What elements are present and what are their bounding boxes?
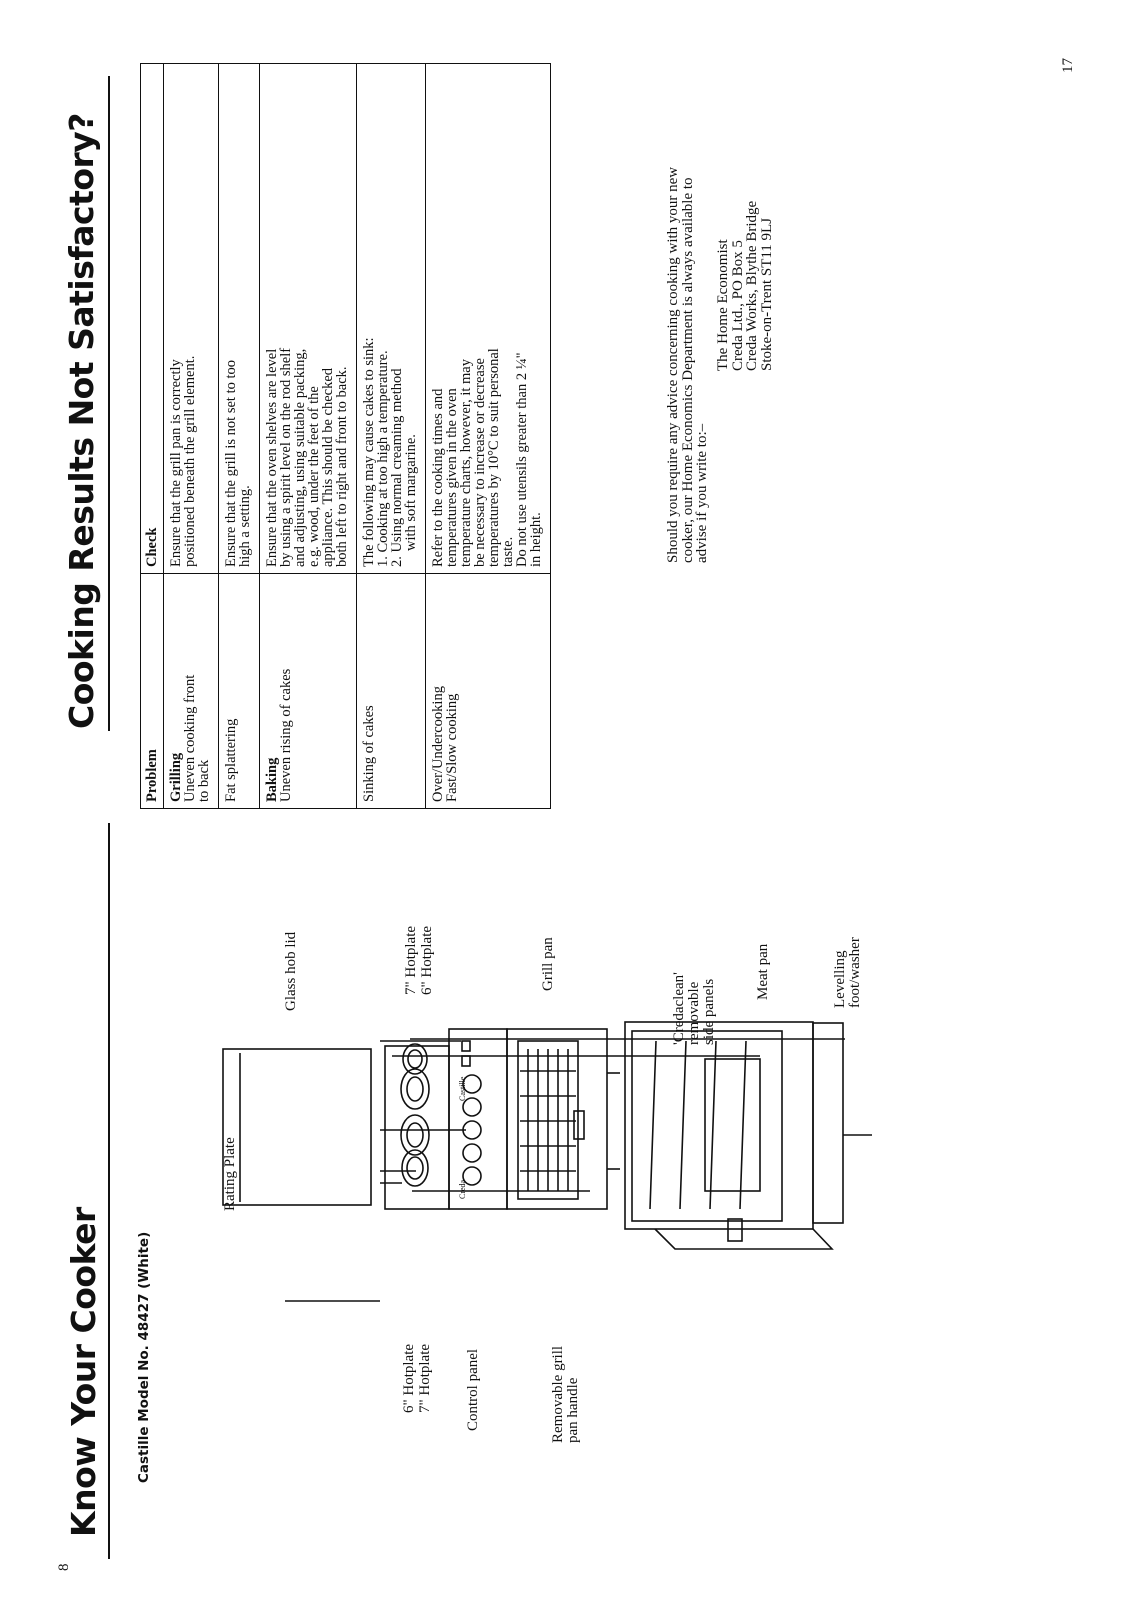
oven-shelves	[650, 1041, 746, 1209]
cooker-plinth	[813, 1023, 843, 1223]
model-number: Castille Model No. 48427 (White)	[136, 1231, 152, 1483]
grill-pan-handle	[574, 1111, 584, 1139]
table-row	[219, 64, 260, 809]
oven-door	[655, 1229, 832, 1249]
check-text: appliance. This should be checked	[320, 367, 336, 567]
problem-text: Uneven rising of cakes	[278, 668, 294, 802]
check-text: taste.	[500, 536, 516, 567]
address-line: Creda Works, Blythe Bridge	[744, 200, 760, 371]
check-text: in height.	[528, 512, 544, 567]
check-text: Ensure that the grill pan is correctly	[168, 359, 184, 567]
panel-brand: Creda	[458, 1179, 467, 1199]
group-label: Grilling	[168, 752, 184, 802]
table-row	[164, 64, 219, 809]
table-row	[260, 64, 357, 809]
check-text: e.g. wood, under the feet of the	[306, 386, 322, 567]
label-levelling-2: foot/washer	[847, 937, 863, 1008]
label-credaclean-3: side panels	[701, 978, 717, 1045]
problem-text: Fast/Slow cooking	[444, 693, 460, 802]
advice-line: cooker, our Home Economics Department is always available to	[679, 177, 696, 563]
label-removable-grill-2: pan handle	[565, 1377, 581, 1443]
glass-hob-lid	[223, 1049, 371, 1205]
problem-text: Sinking of cakes	[361, 705, 377, 802]
check-text: Ensure that the oven shelves are level	[264, 348, 280, 567]
check-text: Refer to the cooking times and	[430, 388, 446, 567]
label-rating-plate: Rating Plate	[222, 1137, 238, 1211]
check-text: and adjusting, using suitable packing,	[292, 348, 308, 567]
advice-line: Should you require any advice concerning cooking with your new	[665, 166, 681, 563]
label-glass-hob-lid: Glass hob lid	[283, 931, 299, 1011]
header-check: Check	[141, 64, 164, 574]
troubleshooting-table	[140, 63, 551, 809]
check-text: by using a spirit level on the rod shelf	[278, 347, 294, 567]
problem-text: Fat splattering	[223, 718, 239, 802]
check-text: temperature charts, however, it may	[458, 359, 474, 567]
check-text: with soft margarine.	[403, 434, 419, 551]
label-removable-grill: Removable grill	[550, 1345, 566, 1443]
check-text: temperatures given in the oven	[444, 388, 460, 567]
label-right-6-hotplate: 6" Hotplate	[419, 925, 435, 995]
check-text: both left to right and front to back.	[334, 366, 350, 567]
check-text: Ensure that the grill is not set to too	[223, 359, 239, 567]
header-problem: Problem	[141, 574, 164, 809]
check-text: high a setting.	[237, 485, 253, 567]
advice-line: advise if you write to:–	[694, 423, 710, 563]
problem-text: Over/Undercooking	[430, 686, 446, 802]
check-text: Do not use utensils greater than 2 ¼"	[514, 352, 530, 567]
label-levelling: Levelling	[832, 950, 848, 1008]
label-grill-pan: Grill pan	[540, 937, 556, 991]
label-credaclean: 'Credaclean'	[671, 972, 687, 1045]
address-line: Creda Ltd., PO Box 5	[729, 240, 746, 371]
check-text: temperatures by 10°C to suit personal	[486, 348, 502, 567]
hotplate-left-7	[401, 1115, 429, 1155]
group-label: Baking	[264, 757, 280, 802]
plate-brand: Castille	[458, 1076, 467, 1101]
page-title-right: Cooking Results Not Satisfactory?	[62, 113, 101, 729]
check-text: 1. Cooking at too high a temperature.	[375, 350, 391, 567]
hob-top	[385, 1046, 449, 1209]
page-number-left: 8	[56, 1563, 72, 1571]
address-line: The Home Economist	[715, 239, 731, 371]
label-left-6-hotplate: 6" Hotplate	[401, 1343, 417, 1413]
check-text: be necessary to increase or decrease	[472, 358, 488, 567]
rating-plate	[728, 1219, 742, 1241]
table-row	[426, 64, 551, 809]
label-control-panel: Control panel	[465, 1348, 481, 1431]
label-credaclean-2: removable	[686, 981, 702, 1045]
problem-text: to back	[196, 759, 212, 802]
hotplate-right-7	[401, 1069, 429, 1109]
label-right-7-hotplate: 7" Hotplate	[403, 925, 419, 995]
check-text: positioned beneath the grill element.	[182, 355, 198, 567]
check-text: 2. Using normal creaming method	[389, 368, 405, 567]
label-meat-pan: Meat pan	[755, 943, 771, 1000]
page-title-left: Know Your Cooker	[64, 1207, 103, 1537]
address-block	[716, 201, 774, 371]
table-row	[357, 64, 426, 809]
title-rule-right	[108, 76, 110, 731]
problem-text: Uneven cooking front	[182, 674, 198, 802]
label-left-7-hotplate: 7" Hotplate	[417, 1343, 433, 1413]
page-number-right: 17	[1060, 58, 1076, 73]
advice-paragraph	[666, 167, 710, 563]
address-line: Stoke-on-Trent ST11 9LJ	[758, 217, 775, 371]
check-text: The following may cause cakes to sink:	[361, 337, 377, 567]
